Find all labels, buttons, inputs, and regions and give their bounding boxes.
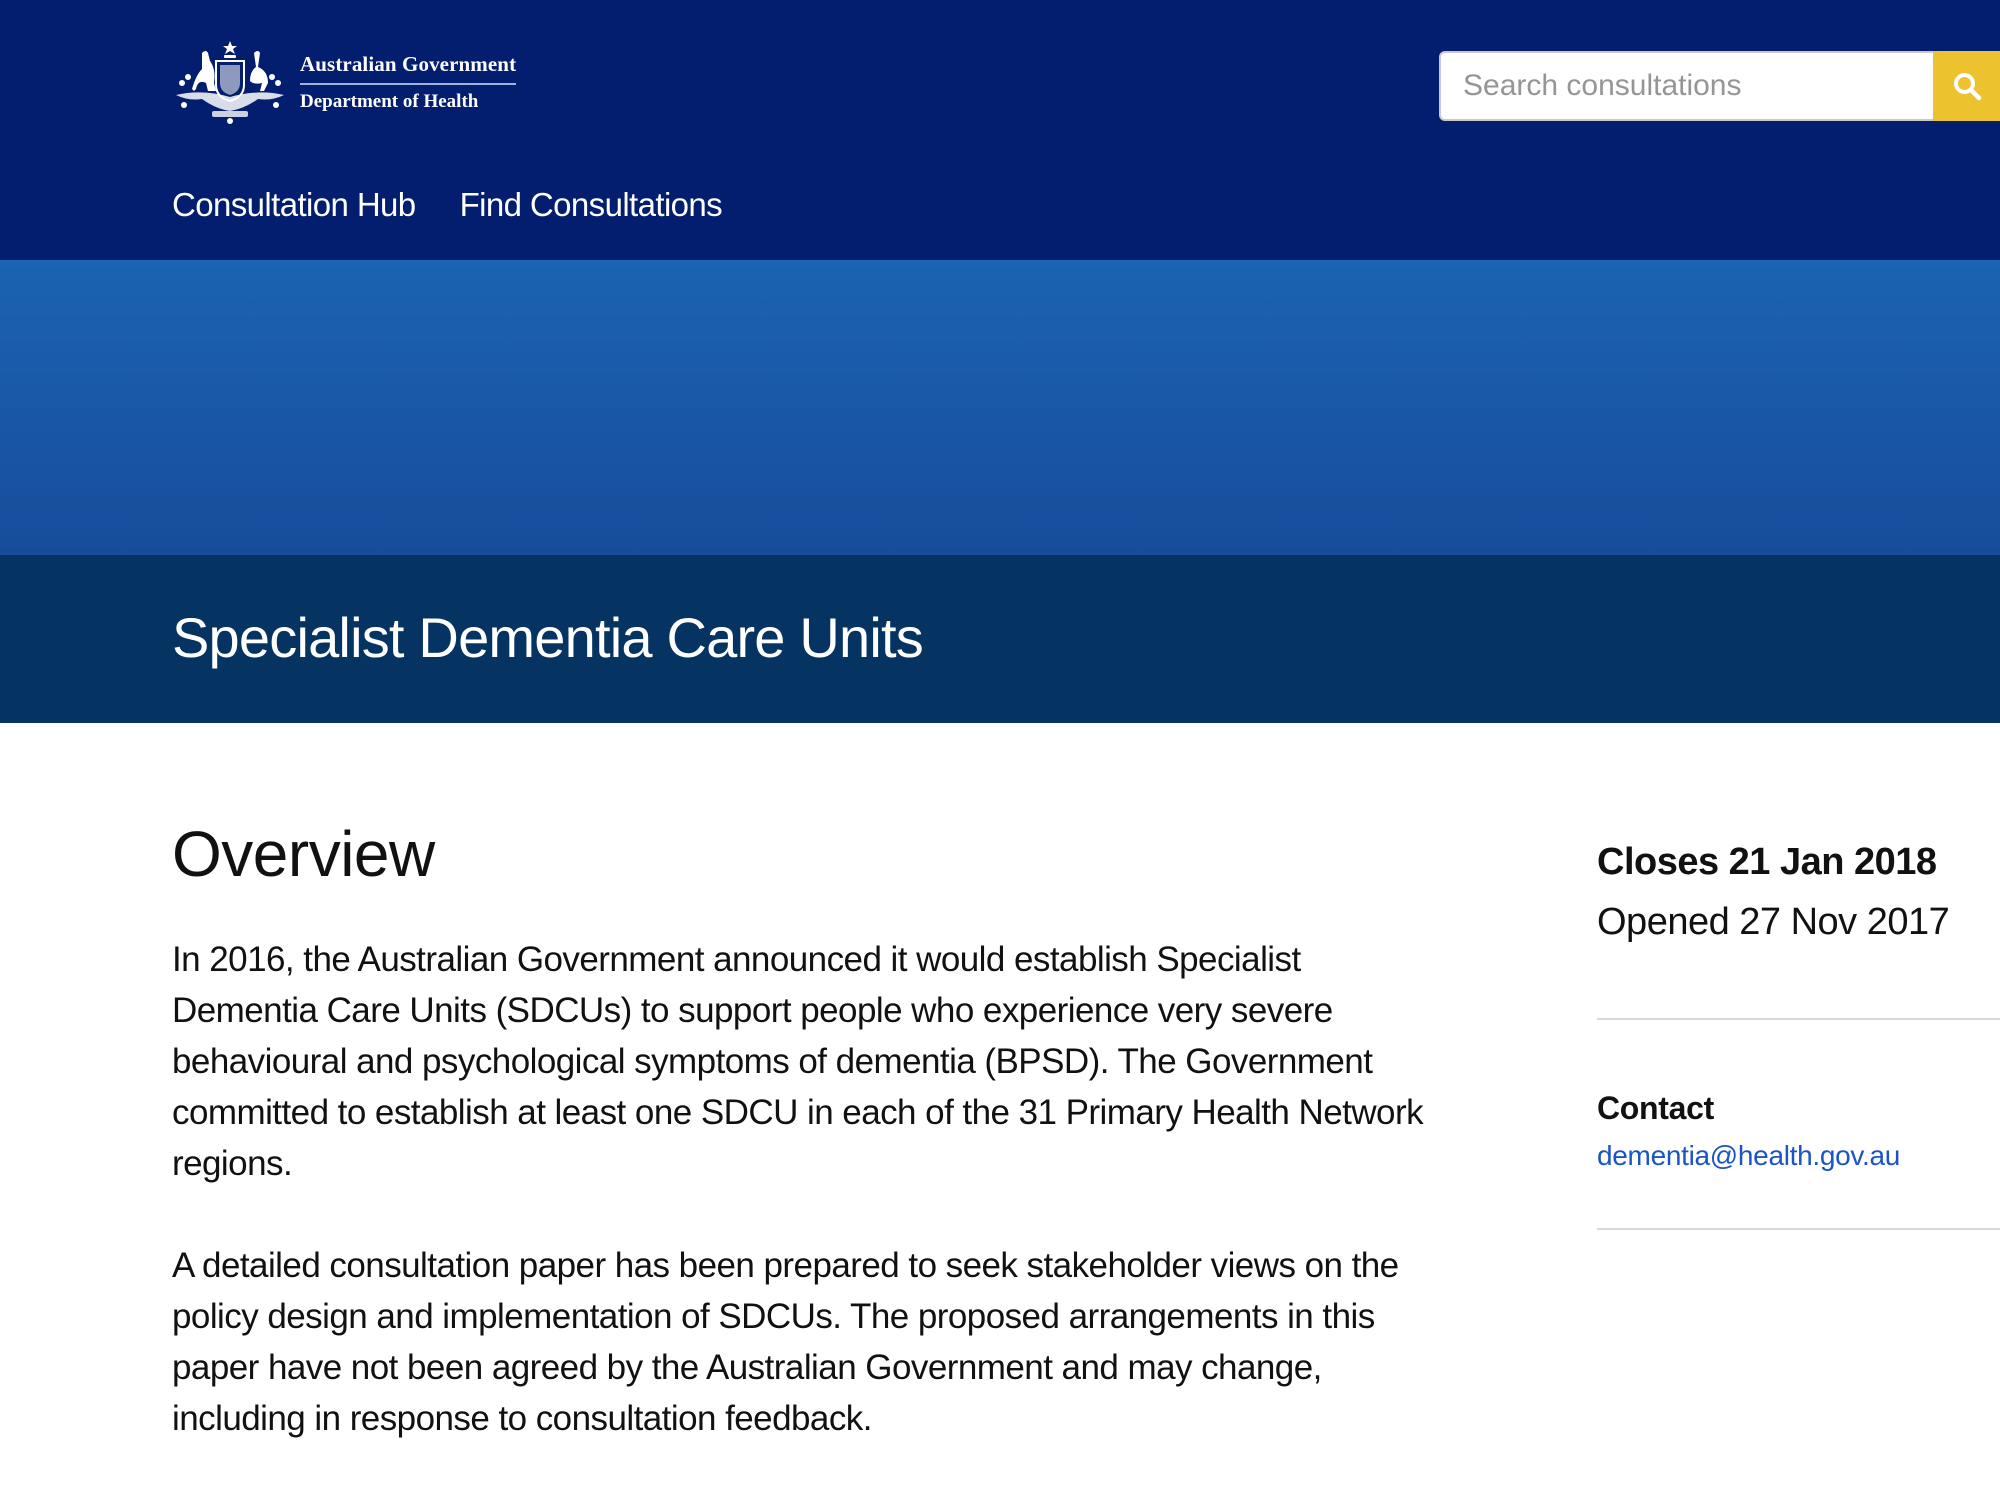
search-icon [1952,71,1982,101]
page-title: Specialist Dementia Care Units [172,606,923,669]
coat-of-arms-icon [172,39,288,125]
nav-link-find-consultations[interactable]: Find Consultations [459,186,723,223]
nav-link-consultation-hub[interactable]: Consultation Hub [172,186,416,223]
sidebar-divider [1597,1018,2000,1020]
contact-label: Contact [1597,1090,1715,1126]
search-input[interactable] [1439,51,1933,121]
search-form [1439,51,2000,121]
logo-line-government: Australian Government [300,52,516,85]
overview-heading: Overview [172,818,435,890]
overview-paragraph: A detailed consultation paper has been prepared to seek stakeholder views on the policy design and implementation of SDCUs. The proposed arrangements in this paper have not been agreed by the Australian Government and may change, including in response to consultation feedback. [172,1246,1399,1438]
logo-line-department: Department of Health [300,90,479,112]
overview-section [172,810,1442,1495]
consultation-sidebar [1597,832,2000,1230]
main-nav [172,186,722,224]
closing-date: Closes 21 Jan 2018 [1597,841,1937,883]
department-logo[interactable] [172,38,516,126]
search-button[interactable] [1933,51,2000,121]
page-title-band [0,555,2000,723]
hero-banner [0,260,2000,555]
site-header [0,0,2000,260]
opened-date: Opened 27 Nov 2017 [1597,901,1950,943]
overview-paragraph: In 2016, the Australian Government announced it would establish Specialist Dementia Care Units (SDCUs) to support people who experience very severe behavioural and psychological symptoms of dementia (BPSD). The Government committed to establish at least one SDCU in each of the 31 Primary Health Network regions. [172,940,1424,1183]
contact-email-link[interactable]: dementia@health.gov.au [1597,1140,1901,1171]
sidebar-divider [1597,1228,2000,1230]
